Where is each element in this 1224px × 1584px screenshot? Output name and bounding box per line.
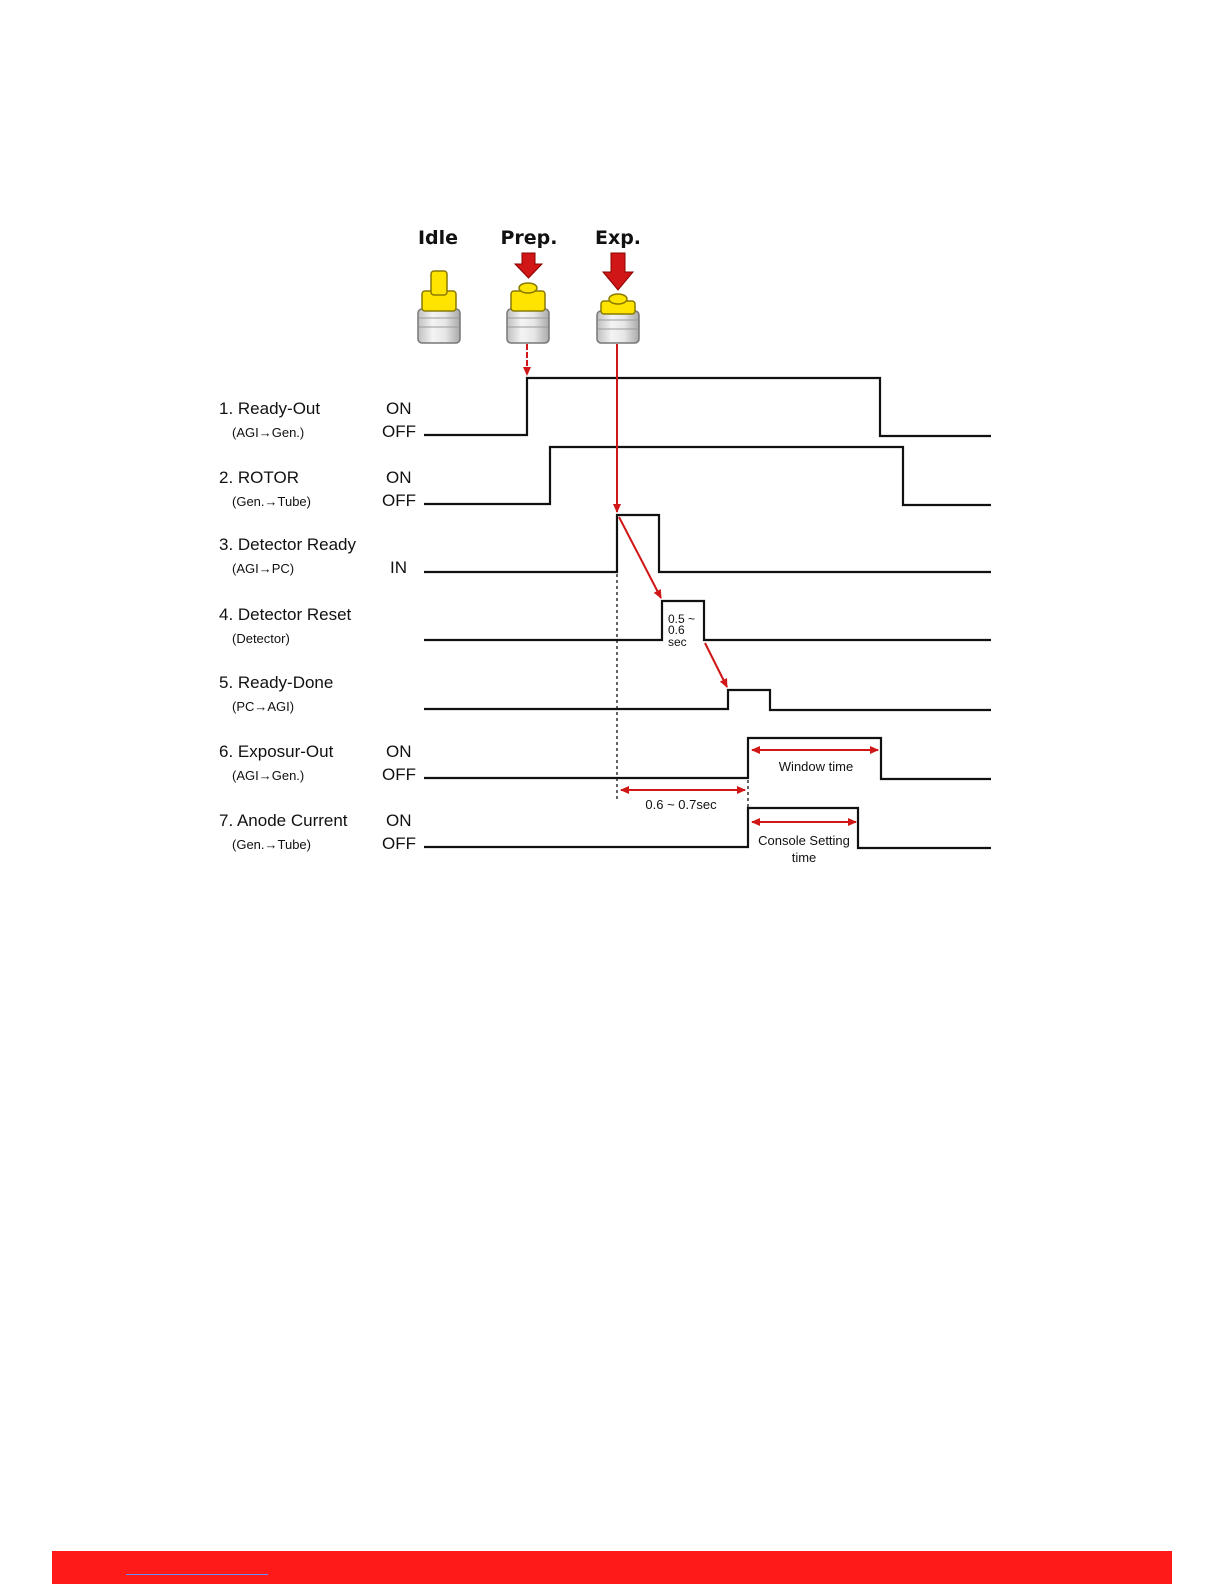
- signal-sub: (PC→AGI): [232, 699, 295, 714]
- window-time-label: Window time: [778, 759, 854, 774]
- state-on: ON: [386, 811, 412, 830]
- state-on: ON: [386, 742, 412, 761]
- waveform-detector-ready: [424, 515, 991, 572]
- state-on: ON: [386, 468, 412, 487]
- signal-name: 3. Detector Ready: [219, 535, 357, 554]
- signal-name: 4. Detector Reset: [219, 605, 352, 624]
- waveform-ready-out: [424, 378, 991, 436]
- signal-sub: (AGI→Gen.): [232, 768, 305, 783]
- waveform-rotor: [424, 447, 991, 505]
- reset-duration-line2: 0.6: [668, 623, 685, 637]
- signal-label-exposure-out: [219, 742, 416, 784]
- signal-name: 5. Ready-Done: [219, 673, 334, 692]
- state-in: IN: [390, 558, 407, 577]
- signal-name: 6. Exposur-Out: [219, 742, 334, 761]
- prep-title: Prep.: [500, 227, 558, 249]
- state-off: OFF: [382, 765, 416, 784]
- signal-label-ready-out: [219, 399, 416, 441]
- footer-link-underline: [126, 1574, 268, 1575]
- signal-sub: (Detector): [232, 631, 290, 646]
- idle-title: Idle: [417, 227, 459, 249]
- signal-label-rotor: [219, 468, 416, 510]
- signal-sub: (AGI→PC): [232, 561, 295, 576]
- signal-name: 7. Anode Current: [219, 811, 348, 830]
- ready-to-reset-arrow: [619, 517, 661, 598]
- prep-press-arrow-icon: [515, 253, 542, 278]
- signal-sub: (AGI→Gen.): [232, 425, 305, 440]
- footer-bar: [52, 1551, 1172, 1584]
- exp-press-arrow-icon: [603, 253, 633, 290]
- signal-label-detector-reset: [219, 605, 352, 646]
- exp-button-icon: [597, 294, 639, 343]
- signal-label-ready-done: [219, 673, 333, 714]
- state-off: OFF: [382, 491, 416, 510]
- signal-label-detector-ready: [219, 535, 407, 577]
- waveform-exposure-out: [424, 738, 991, 779]
- state-off: OFF: [382, 422, 416, 441]
- signal-sub: (Gen.→Tube): [232, 494, 311, 509]
- waveform-ready-done: [424, 690, 991, 710]
- signal-name: 1. Ready-Out: [219, 399, 321, 418]
- waveform-anode-current: [424, 808, 991, 848]
- reset-duration-line3: sec: [668, 635, 687, 649]
- console-setting-label-line2: time: [791, 850, 817, 865]
- idle-button-icon: [418, 271, 460, 343]
- delay-label: 0.6 ~ 0.7sec: [645, 797, 717, 812]
- reset-duration-line1: 0.5 ~: [668, 612, 696, 626]
- waveform-detector-reset: [424, 601, 991, 640]
- signal-label-anode-current: [219, 811, 416, 853]
- state-on: ON: [386, 399, 412, 418]
- console-setting-label-line1: Console Setting: [758, 833, 850, 848]
- signal-name: 2. ROTOR: [219, 468, 299, 487]
- reset-to-done-arrow: [705, 643, 727, 687]
- signal-sub: (Gen.→Tube): [232, 837, 311, 852]
- state-off: OFF: [382, 834, 416, 853]
- exp-title: Exp.: [594, 227, 642, 249]
- prep-button-icon: [507, 283, 549, 343]
